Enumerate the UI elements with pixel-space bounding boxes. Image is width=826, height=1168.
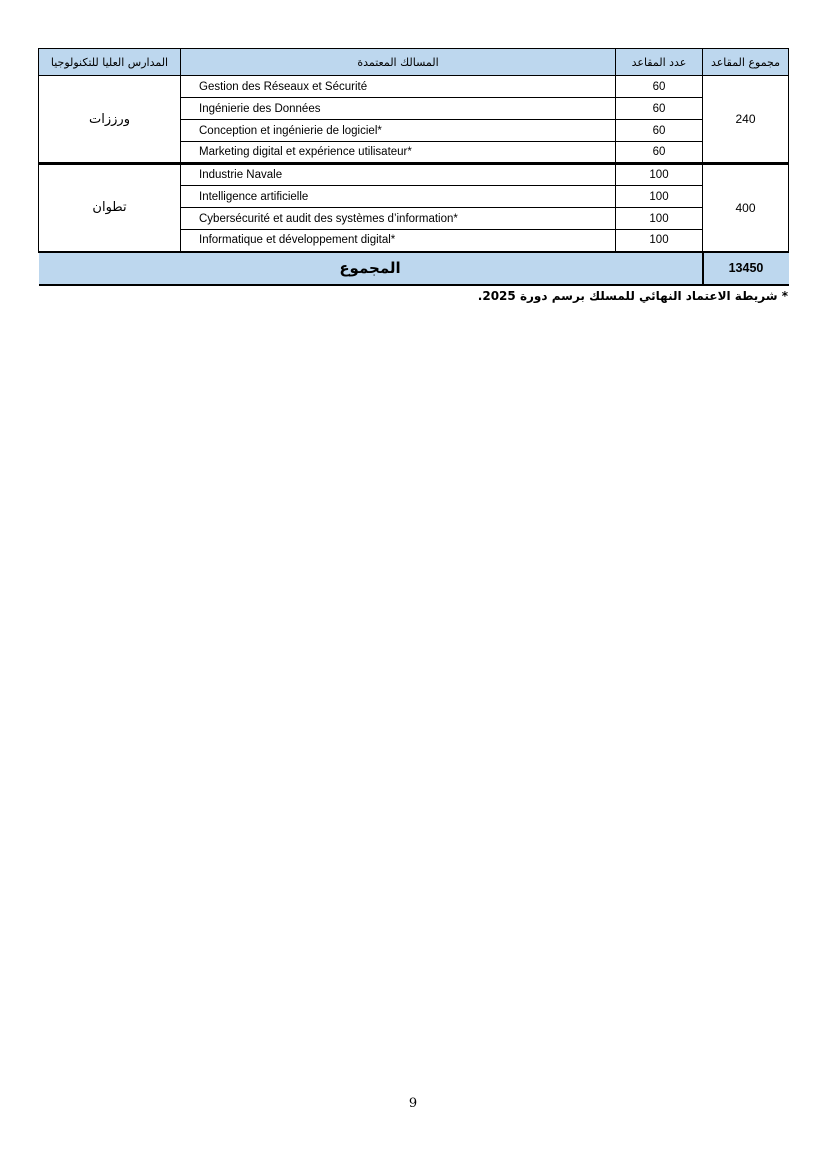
table-header-row — [39, 49, 789, 76]
program-cell: Marketing digital et expérience utilisateur* — [181, 142, 616, 164]
table-row — [39, 164, 789, 186]
seats-cell: 60 — [616, 120, 703, 142]
group-total-cell: 400 — [703, 164, 789, 252]
accreditation-footnote: * شريطة الاعتماد النهائي للمسلك برسم دورة 2025. — [477, 289, 788, 303]
seats-table — [38, 48, 789, 286]
seats-table-container — [38, 48, 788, 286]
school-cell-ouarzazate: ورززات — [39, 76, 181, 164]
seats-cell: 60 — [616, 98, 703, 120]
header-cell-schools: المدارس العليا للتكنولوجيا — [39, 49, 181, 76]
grand-total-label: المجموع — [39, 252, 703, 285]
table-row — [39, 76, 789, 98]
program-cell: Gestion des Réseaux et Sécurité — [181, 76, 616, 98]
seats-cell: 100 — [616, 186, 703, 208]
program-cell: Industrie Navale — [181, 164, 616, 186]
seats-cell: 60 — [616, 142, 703, 164]
program-cell: Informatique et développement digital* — [181, 230, 616, 252]
grand-total-row — [39, 252, 789, 285]
header-cell-programs: المسالك المعتمدة — [181, 49, 616, 76]
seats-cell: 60 — [616, 76, 703, 98]
grand-total-value: 13450 — [703, 252, 789, 285]
group-total-cell: 240 — [703, 76, 789, 164]
header-cell-seats: عدد المقاعد — [616, 49, 703, 76]
program-cell: Cybersécurité et audit des systèmes d’information* — [181, 208, 616, 230]
page-number: 9 — [408, 1096, 418, 1111]
program-cell: Intelligence artificielle — [181, 186, 616, 208]
seats-cell: 100 — [616, 208, 703, 230]
header-cell-total-seats: مجموع المقاعد — [703, 49, 789, 76]
school-cell-tetouan: تطوان — [39, 164, 181, 252]
seats-cell: 100 — [616, 164, 703, 186]
program-cell: Ingénierie des Données — [181, 98, 616, 120]
seats-cell: 100 — [616, 230, 703, 252]
program-cell: Conception et ingénierie de logiciel* — [181, 120, 616, 142]
